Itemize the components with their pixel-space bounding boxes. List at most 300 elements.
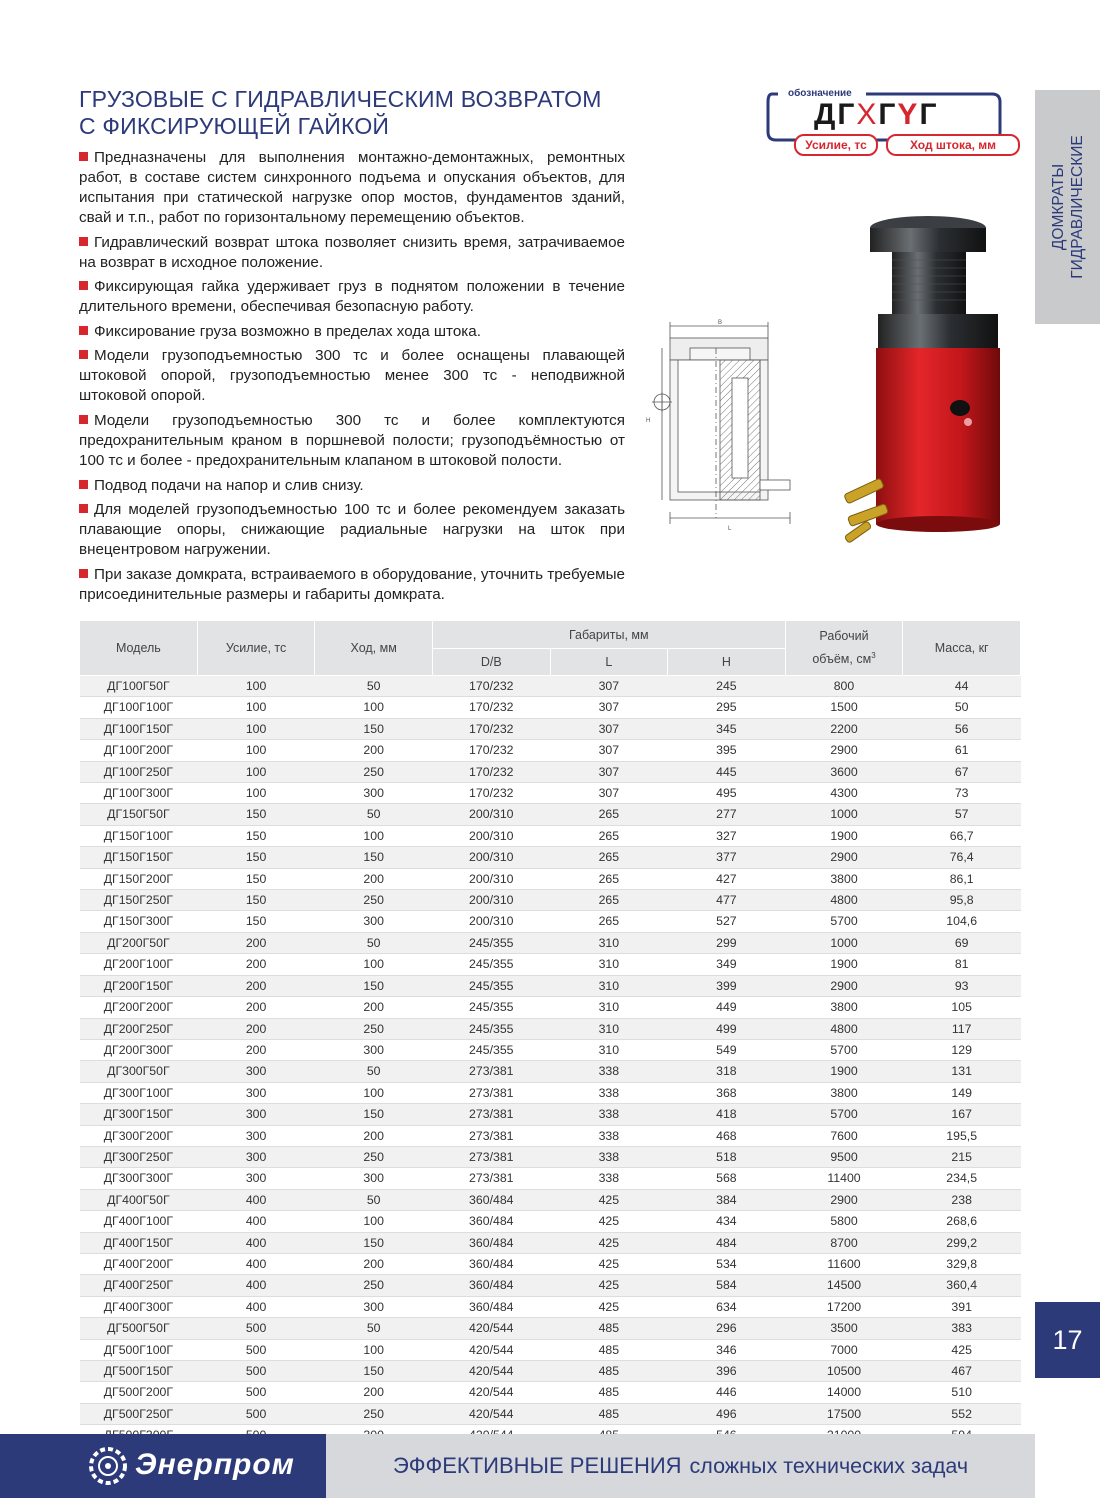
table-cell: 150 [197, 825, 315, 846]
table-cell: 200/310 [432, 847, 550, 868]
table-cell: 425 [550, 1296, 668, 1317]
table-row [80, 1403, 1021, 1424]
table-cell: 300 [197, 1061, 315, 1082]
bullet-square-icon [79, 152, 88, 161]
table-cell: 500 [197, 1382, 315, 1403]
col-header-volume: Рабочий объём, $см^3$ [785, 621, 903, 676]
table-cell: 245/355 [432, 932, 550, 953]
table-cell: 250 [315, 1275, 433, 1296]
table-cell: 327 [668, 825, 786, 846]
table-cell: 150 [197, 868, 315, 889]
table-cell: 61 [903, 740, 1021, 761]
table-cell: 10500 [785, 1361, 903, 1382]
table-row [80, 1253, 1021, 1274]
table-cell: 7000 [785, 1339, 903, 1360]
table-row [80, 718, 1021, 739]
table-row [80, 1339, 1021, 1360]
table-cell: 634 [668, 1296, 786, 1317]
feature-item: Фиксирование груза возможно в пределах хода штока. [79, 322, 625, 342]
table-cell: 1000 [785, 932, 903, 953]
table-cell: 250 [315, 1403, 433, 1424]
table-cell: 425 [550, 1275, 668, 1296]
table-cell: 273/381 [432, 1082, 550, 1103]
table-cell: 310 [550, 954, 668, 975]
table-cell: 1500 [785, 697, 903, 718]
table-cell: 265 [550, 868, 668, 889]
table-cell: 338 [550, 1146, 668, 1167]
bullet-square-icon [79, 504, 88, 513]
table-cell: 200 [315, 1125, 433, 1146]
table-cell: 265 [550, 825, 668, 846]
table-cell: 50 [315, 932, 433, 953]
table-cell: 14500 [785, 1275, 903, 1296]
table-cell: 200/310 [432, 804, 550, 825]
table-cell: 307 [550, 697, 668, 718]
table-cell: 420/544 [432, 1382, 550, 1403]
table-row [80, 1104, 1021, 1125]
table-cell: 69 [903, 932, 1021, 953]
section-side-tab [1035, 90, 1100, 324]
table-cell: 360/484 [432, 1253, 550, 1274]
table-cell: 345 [668, 718, 786, 739]
table-cell: 245 [668, 676, 786, 697]
table-cell: ДГ200Г150Г [80, 975, 198, 996]
table-cell: 200 [197, 954, 315, 975]
feature-list [79, 148, 625, 609]
feature-item: Модели грузоподъемностью 300 тс и более комплектуются предохранительным краном в поршневой полости; грузоподъёмностью от 100 тс и более - предохранительным клапаном в штоковой полости. [79, 411, 625, 469]
table-cell: 318 [668, 1061, 786, 1082]
table-cell: 300 [197, 1104, 315, 1125]
table-cell: 215 [903, 1146, 1021, 1167]
table-cell: 346 [668, 1339, 786, 1360]
table-cell: ДГ200Г200Г [80, 997, 198, 1018]
table-cell: 150 [315, 975, 433, 996]
table-row [80, 1146, 1021, 1167]
table-cell: 131 [903, 1061, 1021, 1082]
page-title-line2: С ФИКСИРУЮЩЕЙ ГАЙКОЙ [79, 113, 390, 139]
table-cell: ДГ150Г200Г [80, 868, 198, 889]
table-row [80, 1061, 1021, 1082]
dim-b-label: B [718, 320, 723, 326]
table-cell: 150 [315, 847, 433, 868]
table-cell: 477 [668, 890, 786, 911]
force-tag: Усилие, тс [794, 134, 878, 156]
table-cell: 170/232 [432, 718, 550, 739]
table-cell: 495 [668, 783, 786, 804]
designation-code: ДГXГYГ [814, 98, 939, 131]
table-row [80, 825, 1021, 846]
table-cell: 360/484 [432, 1232, 550, 1253]
table-cell: 307 [550, 676, 668, 697]
table-cell: 200/310 [432, 825, 550, 846]
table-cell: 150 [197, 911, 315, 932]
table-cell: 420/544 [432, 1339, 550, 1360]
table-cell: 50 [315, 1318, 433, 1339]
specs-table [79, 620, 1021, 1447]
table-row [80, 954, 1021, 975]
table-cell: 234,5 [903, 1168, 1021, 1189]
table-cell: 200 [315, 1253, 433, 1274]
table-cell: 484 [668, 1232, 786, 1253]
table-row [80, 1168, 1021, 1189]
table-cell: 360/484 [432, 1189, 550, 1210]
table-cell: 117 [903, 1018, 1021, 1039]
table-cell: 420/544 [432, 1403, 550, 1424]
table-cell: ДГ200Г50Г [80, 932, 198, 953]
table-cell: 200 [197, 1039, 315, 1060]
table-cell: 150 [197, 804, 315, 825]
page-number: 17 [1035, 1302, 1100, 1378]
table-cell: 3600 [785, 761, 903, 782]
page-title-line1: ГРУЗОВЫЕ С ГИДРАВЛИЧЕСКИМ ВОЗВРАТОМ [79, 86, 602, 112]
bullet-square-icon [79, 281, 88, 290]
table-cell: 5800 [785, 1211, 903, 1232]
dim-h-label: H [646, 418, 651, 424]
table-cell: 50 [315, 1061, 433, 1082]
table-cell: 485 [550, 1382, 668, 1403]
table-row [80, 1082, 1021, 1103]
jack-section-drawing [640, 318, 800, 536]
table-cell: 1000 [785, 804, 903, 825]
table-cell: 100 [315, 954, 433, 975]
designation-scheme [766, 88, 1002, 158]
bullet-square-icon [79, 350, 88, 359]
table-cell: 17200 [785, 1296, 903, 1317]
table-cell: 86,1 [903, 868, 1021, 889]
table-cell: 449 [668, 997, 786, 1018]
table-cell: 4800 [785, 1018, 903, 1039]
table-cell: 265 [550, 804, 668, 825]
table-cell: ДГ300Г50Г [80, 1061, 198, 1082]
table-cell: 149 [903, 1082, 1021, 1103]
table-row [80, 1275, 1021, 1296]
table-cell: ДГ300Г100Г [80, 1082, 198, 1103]
table-cell: 300 [197, 1168, 315, 1189]
table-row [80, 890, 1021, 911]
table-cell: ДГ150Г150Г [80, 847, 198, 868]
table-cell: 50 [315, 1189, 433, 1210]
table-cell: 5700 [785, 911, 903, 932]
table-cell: 100 [197, 676, 315, 697]
table-cell: 4300 [785, 783, 903, 804]
table-cell: 200 [315, 997, 433, 1018]
table-row [80, 1189, 1021, 1210]
table-row [80, 761, 1021, 782]
table-row [80, 1018, 1021, 1039]
table-cell: ДГ100Г50Г [80, 676, 198, 697]
table-cell: 200/310 [432, 911, 550, 932]
table-cell: 265 [550, 911, 668, 932]
table-cell: 2900 [785, 847, 903, 868]
feature-item: Подвод подачи на напор и слив снизу. [79, 476, 625, 496]
table-cell: ДГ100Г100Г [80, 697, 198, 718]
table-cell: 273/381 [432, 1104, 550, 1125]
table-cell: 299,2 [903, 1232, 1021, 1253]
col-header-model: Модель [80, 621, 198, 676]
table-cell: 500 [197, 1403, 315, 1424]
table-row [80, 1211, 1021, 1232]
table-cell: 17500 [785, 1403, 903, 1424]
table-cell: ДГ300Г250Г [80, 1146, 198, 1167]
table-cell: 195,5 [903, 1125, 1021, 1146]
table-cell: ДГ150Г100Г [80, 825, 198, 846]
table-cell: 445 [668, 761, 786, 782]
table-cell: ДГ300Г300Г [80, 1168, 198, 1189]
table-cell: 265 [550, 847, 668, 868]
table-cell: ДГ500Г50Г [80, 1318, 198, 1339]
table-cell: 295 [668, 697, 786, 718]
table-row [80, 932, 1021, 953]
table-row [80, 697, 1021, 718]
bullet-square-icon [79, 326, 88, 335]
table-cell: 299 [668, 932, 786, 953]
table-cell: ДГ150Г50Г [80, 804, 198, 825]
table-cell: 2900 [785, 740, 903, 761]
table-cell: ДГ100Г150Г [80, 718, 198, 739]
table-cell: 150 [197, 847, 315, 868]
table-cell: 485 [550, 1318, 668, 1339]
table-cell: 3800 [785, 868, 903, 889]
table-cell: 400 [197, 1189, 315, 1210]
table-cell: 7600 [785, 1125, 903, 1146]
table-cell: 200 [315, 1382, 433, 1403]
table-cell: 300 [197, 1082, 315, 1103]
feature-item: Фиксирующая гайка удерживает груз в поднятом положении в течение длительного времени, обеспечивая безопасную работу. [79, 278, 625, 316]
table-row [80, 1125, 1021, 1146]
hydraulic-jack-image [830, 210, 1020, 550]
table-cell: 100 [197, 761, 315, 782]
table-cell: 338 [550, 1168, 668, 1189]
table-cell: 300 [315, 911, 433, 932]
table-cell: 200 [197, 997, 315, 1018]
table-cell: 427 [668, 868, 786, 889]
table-cell: 76,4 [903, 847, 1021, 868]
table-row [80, 1039, 1021, 1060]
table-cell: 245/355 [432, 1039, 550, 1060]
table-cell: 273/381 [432, 1146, 550, 1167]
col-header-db: D/B [432, 649, 550, 676]
table-cell: 399 [668, 975, 786, 996]
table-cell: 400 [197, 1232, 315, 1253]
table-cell: 95,8 [903, 890, 1021, 911]
feature-item: Для моделей грузоподъемностью 100 тс и более рекомендуем заказать плавающие опоры, снижающие радиальные нагрузки на шток при внецентровом нагружении. [79, 501, 625, 559]
table-cell: 56 [903, 718, 1021, 739]
table-cell: 100 [315, 1211, 433, 1232]
table-row [80, 783, 1021, 804]
bullet-square-icon [79, 237, 88, 246]
table-cell: ДГ400Г150Г [80, 1232, 198, 1253]
table-cell: 420/544 [432, 1361, 550, 1382]
col-header-force: Усилие, тс [197, 621, 315, 676]
table-cell: 150 [197, 890, 315, 911]
table-row [80, 1232, 1021, 1253]
table-cell: 396 [668, 1361, 786, 1382]
slogan-rest: сложных технических задач [689, 1453, 969, 1478]
table-cell: 100 [315, 825, 433, 846]
table-cell: 300 [315, 1296, 433, 1317]
table-cell: 527 [668, 911, 786, 932]
table-cell: 1900 [785, 825, 903, 846]
page-title [79, 86, 639, 140]
table-cell: 5700 [785, 1104, 903, 1125]
table-cell: 273/381 [432, 1125, 550, 1146]
table-cell: 485 [550, 1403, 668, 1424]
table-cell: 3500 [785, 1318, 903, 1339]
table-cell: 170/232 [432, 740, 550, 761]
table-cell: 307 [550, 740, 668, 761]
table-row [80, 804, 1021, 825]
table-cell: 3800 [785, 1082, 903, 1103]
table-cell: 265 [550, 890, 668, 911]
footer-slogan-band [326, 1434, 1035, 1498]
bullet-square-icon [79, 569, 88, 578]
table-cell: 100 [197, 783, 315, 804]
table-row [80, 740, 1021, 761]
table-cell: 200 [315, 740, 433, 761]
table-cell: 360/484 [432, 1296, 550, 1317]
table-cell: 11600 [785, 1253, 903, 1274]
table-cell: ДГ500Г250Г [80, 1403, 198, 1424]
table-cell: ДГ200Г300Г [80, 1039, 198, 1060]
table-cell: 310 [550, 1018, 668, 1039]
table-cell: 4800 [785, 890, 903, 911]
table-cell: 167 [903, 1104, 1021, 1125]
table-cell: 44 [903, 676, 1021, 697]
table-cell: 238 [903, 1189, 1021, 1210]
table-row [80, 868, 1021, 889]
table-cell: 245/355 [432, 997, 550, 1018]
table-cell: 277 [668, 804, 786, 825]
table-cell: 5700 [785, 1039, 903, 1060]
table-cell: 250 [315, 1018, 433, 1039]
table-cell: 150 [315, 1232, 433, 1253]
table-cell: 377 [668, 847, 786, 868]
slogan-lead: ЭФФЕКТИВНЫЕ РЕШЕНИЯ [392, 1453, 682, 1478]
table-cell: ДГ400Г50Г [80, 1189, 198, 1210]
table-cell: 100 [197, 718, 315, 739]
feature-item: При заказе домкрата, встраиваемого в оборудование, уточнить требуемые присоединительные размеры и габариты домкрата. [79, 565, 625, 603]
table-row [80, 1361, 1021, 1382]
table-cell: 50 [903, 697, 1021, 718]
table-cell: 307 [550, 718, 668, 739]
gear-logo-icon [88, 1446, 128, 1486]
table-cell: 250 [315, 761, 433, 782]
table-cell: 100 [197, 697, 315, 718]
table-cell: 400 [197, 1275, 315, 1296]
table-cell: 200/310 [432, 868, 550, 889]
specs-table-body [80, 676, 1021, 1447]
table-cell: 8700 [785, 1232, 903, 1253]
table-cell: 360/484 [432, 1275, 550, 1296]
table-cell: 384 [668, 1189, 786, 1210]
table-cell: 200 [197, 1018, 315, 1039]
col-header-mass: Масса, кг [903, 621, 1021, 676]
table-cell: 300 [315, 1039, 433, 1060]
table-row [80, 975, 1021, 996]
table-cell: 307 [550, 761, 668, 782]
table-cell: 170/232 [432, 761, 550, 782]
table-cell: 245/355 [432, 975, 550, 996]
table-cell: 391 [903, 1296, 1021, 1317]
brand-logo-text: Энерпром [135, 1448, 295, 1481]
table-cell: 549 [668, 1039, 786, 1060]
table-cell: 150 [315, 1361, 433, 1382]
table-cell: ДГ500Г150Г [80, 1361, 198, 1382]
table-cell: 425 [903, 1339, 1021, 1360]
table-cell: 200 [197, 975, 315, 996]
table-cell: 170/232 [432, 783, 550, 804]
table-cell: ДГ100Г250Г [80, 761, 198, 782]
table-cell: 50 [315, 804, 433, 825]
table-cell: 273/381 [432, 1168, 550, 1189]
table-cell: 425 [550, 1232, 668, 1253]
table-cell: 568 [668, 1168, 786, 1189]
table-cell: 57 [903, 804, 1021, 825]
table-cell: 307 [550, 783, 668, 804]
table-cell: 300 [315, 783, 433, 804]
table-cell: 2900 [785, 1189, 903, 1210]
table-row [80, 997, 1021, 1018]
table-cell: 496 [668, 1403, 786, 1424]
table-cell: 170/232 [432, 676, 550, 697]
table-cell: ДГ100Г200Г [80, 740, 198, 761]
table-cell: 418 [668, 1104, 786, 1125]
table-cell: 1900 [785, 954, 903, 975]
table-cell: 3800 [785, 997, 903, 1018]
table-cell: 310 [550, 1039, 668, 1060]
table-row [80, 847, 1021, 868]
table-cell: 2200 [785, 718, 903, 739]
table-row [80, 911, 1021, 932]
table-cell: 360/484 [432, 1211, 550, 1232]
table-cell: ДГ200Г250Г [80, 1018, 198, 1039]
table-cell: ДГ300Г200Г [80, 1125, 198, 1146]
table-cell: 273/381 [432, 1061, 550, 1082]
table-cell: 100 [315, 697, 433, 718]
table-cell: 296 [668, 1318, 786, 1339]
feature-item: Предназначены для выполнения монтажно-демонтажных, ремонтных работ, в составе систем синхронного подъема и опускания объектов, для испытания при статической нагрузке опор мостов, фундаментов зданий, свай и т.п., работ по горизонтальному перемещению объектов. [79, 149, 625, 226]
table-cell: ДГ150Г250Г [80, 890, 198, 911]
table-cell: 200 [315, 868, 433, 889]
table-cell: 349 [668, 954, 786, 975]
col-header-stroke: Ход, мм [315, 621, 433, 676]
table-cell: 11400 [785, 1168, 903, 1189]
table-cell: 268,6 [903, 1211, 1021, 1232]
col-header-l: L [550, 649, 668, 676]
table-cell: 310 [550, 975, 668, 996]
table-cell: 500 [197, 1339, 315, 1360]
table-cell: 245/355 [432, 954, 550, 975]
table-cell: 446 [668, 1382, 786, 1403]
table-cell: 100 [315, 1082, 433, 1103]
designation-label: обозначение [788, 88, 852, 99]
table-cell: 150 [315, 718, 433, 739]
table-cell: 66,7 [903, 825, 1021, 846]
table-cell: ДГ150Г300Г [80, 911, 198, 932]
table-cell: ДГ500Г200Г [80, 1382, 198, 1403]
table-cell: 552 [903, 1403, 1021, 1424]
table-cell: 499 [668, 1018, 786, 1039]
table-cell: 93 [903, 975, 1021, 996]
table-cell: 383 [903, 1318, 1021, 1339]
table-cell: 81 [903, 954, 1021, 975]
table-cell: 485 [550, 1361, 668, 1382]
table-cell: 170/232 [432, 697, 550, 718]
table-cell: 73 [903, 783, 1021, 804]
col-header-dims: Габариты, мм [432, 621, 785, 649]
table-cell: 468 [668, 1125, 786, 1146]
table-cell: ДГ200Г100Г [80, 954, 198, 975]
